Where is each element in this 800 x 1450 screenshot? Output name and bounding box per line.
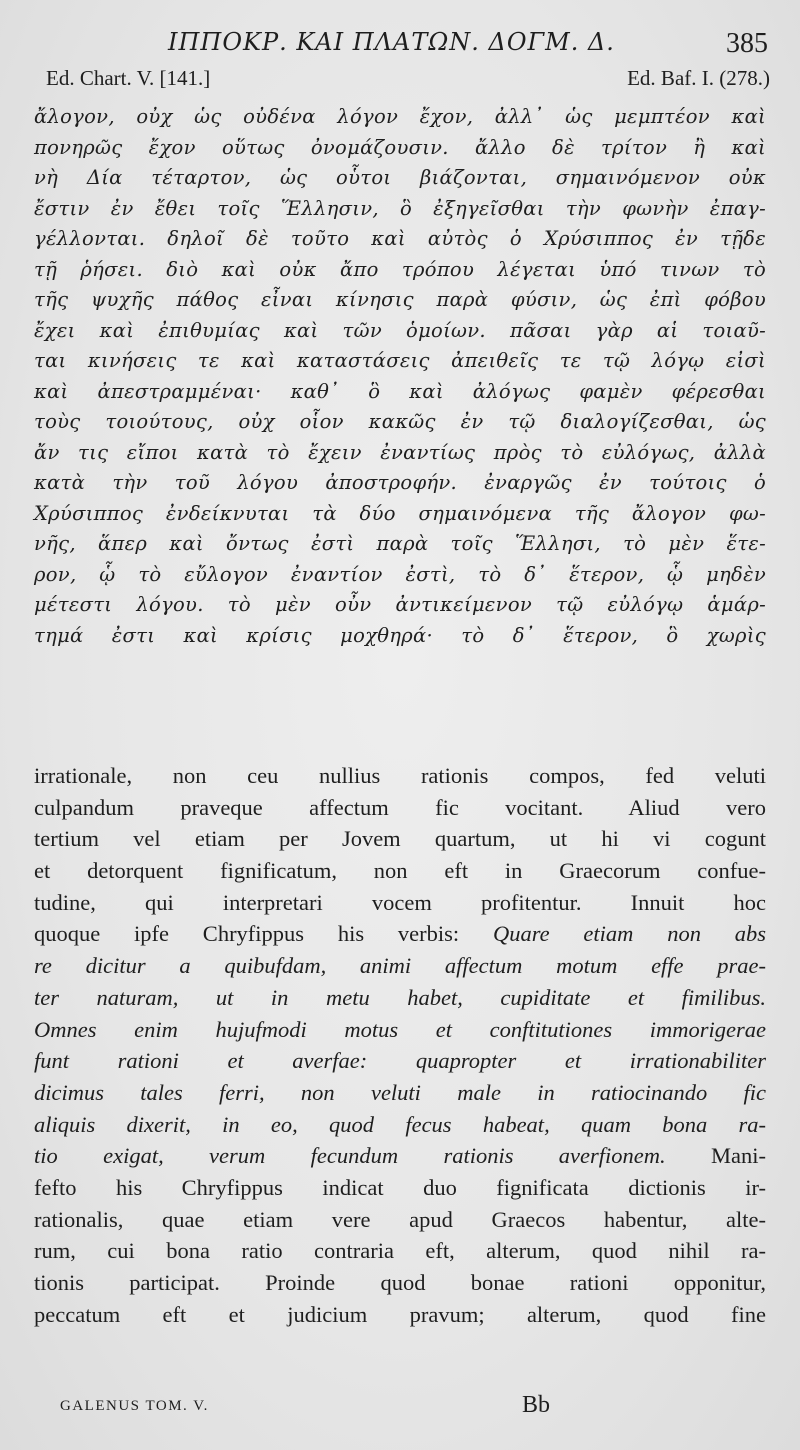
latin-roman-text: quoque ipfe Chryfippus his verbis: <box>34 921 493 947</box>
latin-italic-quotation: funt rationi et averfae: quapropter et irrationabiliter <box>34 1048 766 1074</box>
greek-text-line: ἔχει καὶ ἐπιθυμίας καὶ τῶν ὁμοίων. πᾶσαι γὰρ αἱ τοιαῦ- <box>34 318 766 342</box>
latin-roman-text: fefto his Chryfippus indicat duo fignificata dictionis ir- <box>34 1174 766 1200</box>
latin-text-line <box>34 1172 766 1204</box>
latin-roman-text: rum, cui bona ratio contraria eft, alterum, quod nihil ra- <box>34 1238 766 1264</box>
greek-text-line: πονηρῶς ἔχον οὕτως ὀνομάζουσιν. ἄλλο δὲ τρίτον ἢ καὶ <box>34 135 766 159</box>
latin-roman-text: et detorquent fignificatum, non eft in Graecorum confue- <box>34 858 766 884</box>
greek-text-line: τῆς ψυχῆς πάθος εἶναι κίνησις παρὰ φύσιν, ὡς ἐπὶ φόβου <box>34 288 766 311</box>
greek-text-line: νὴ Δία τέταρτον, ὡς οὗτοι βιάζονται, σημαινόμενον οὐκ <box>34 166 766 189</box>
latin-translation-block <box>34 760 766 1330</box>
running-title: ΙΠΠΟΚΡ. ΚΑΙ ΠΛΑΤΩΝ. ΔΟΓΜ. Δ. <box>168 28 615 56</box>
greek-text-line: ρον, ᾧ τὸ εὔλογον ἐναντίον ἐστὶ, τὸ δ᾽ ἕτερον, ᾧ μηδὲν <box>34 562 766 586</box>
greek-text-line: ται κινήσεις τε καὶ καταστάσεις ἀπειθεῖς τε τῷ λόγῳ εἰσὶ <box>34 349 766 372</box>
latin-roman-text: tionis participat. Proinde quod bonae rationi opponitur, <box>34 1270 766 1295</box>
latin-text-line <box>34 1077 766 1109</box>
latin-text-line <box>34 1299 766 1331</box>
latin-text-line <box>34 1045 766 1077</box>
latin-text-line <box>34 855 766 887</box>
greek-text-block <box>34 102 766 651</box>
greek-text-line: τῇ ῥήσει. διὸ καὶ οὐκ ἄπο τρόπου λέγεται ὑπό τινων τὸ <box>34 257 766 281</box>
volume-line: GALENUS TOM. V. <box>60 1398 209 1414</box>
latin-roman-text: tudine, qui interpretari vocem profitentur. Innuit hoc <box>34 889 766 915</box>
greek-text-line: Χρύσιππος ἐνδείκνυται τὰ δύο σημαινόμενα τῆς ἄλογον φω- <box>34 501 766 525</box>
latin-italic-quotation: aliquis dixerit, in eo, quod fecus habeat, quam bona ra- <box>34 1111 766 1137</box>
latin-text-line <box>34 1204 766 1236</box>
greek-text-line: ἄν τις εἴποι κατὰ τὸ ἔχειν ἐναντίως πρὸς τὸ εὐλόγως, ἀλλὰ <box>34 440 766 464</box>
latin-text-line <box>34 1235 766 1267</box>
latin-text-line <box>34 1014 766 1046</box>
latin-italic-quotation: tio exigat, verum fecundum rationis averfionem. <box>34 1143 666 1169</box>
latin-text-line <box>34 950 766 982</box>
edition-references <box>46 66 770 96</box>
greek-text-line: κατὰ τὴν τοῦ λόγου ἀποστροφήν. ἐναργῶς ἐν τούτοις ὁ <box>34 471 766 494</box>
greek-text-line: ἄλογον, οὐχ ὡς οὐδένα λόγον ἔχον, ἀλλ᾽ ὡς μεμπτέον καὶ <box>34 105 766 128</box>
latin-italic-quotation: re dicitur a quibufdam, animi affectum motum effe prae- <box>34 953 766 979</box>
latin-roman-text: peccatum eft et judicium pravum; alterum, quod fine <box>34 1301 766 1327</box>
greek-text-line: νῆς, ἅπερ καὶ ὄντως ἐστὶ παρὰ τοῖς Ἕλλησι, τὸ μὲν ἕτε- <box>34 532 766 555</box>
latin-text-line <box>34 1109 766 1141</box>
latin-roman-text: culpandum praveque affectum fic vocitant. Aliud vero <box>34 794 766 820</box>
latin-italic-quotation: ter naturam, ut in metu habet, cupiditate et fimilibus. <box>34 984 766 1010</box>
signature-mark: Bb <box>522 1392 551 1418</box>
latin-text-line <box>34 918 766 950</box>
edition-reference-right: Ed. Baf. I. (278.) <box>627 66 770 90</box>
latin-text-line <box>34 823 766 855</box>
greek-text-line: γέλλονται. δηλοῖ δὲ τοῦτο καὶ αὐτὸς ὁ Χρύσιππος ἐν τῇδε <box>34 227 766 250</box>
latin-text-line <box>34 1267 766 1299</box>
latin-italic-quotation: Omnes enim hujufmodi motus et conftitutiones immorigerae <box>34 1016 766 1042</box>
latin-roman-text: rationalis, quae etiam vere apud Graecos habentur, alte- <box>34 1206 766 1232</box>
greek-text-line: καὶ ἀπεστραμμέναι· καθ᾽ ὃ καὶ ἀλόγως φαμὲν φέρεσθαι <box>34 379 766 403</box>
page-footer <box>60 1392 760 1422</box>
running-head <box>0 28 800 64</box>
page-number: 385 <box>726 28 768 59</box>
latin-text-line <box>34 760 766 792</box>
latin-roman-text: irrationale, non ceu nullius rationis compos, fed veluti <box>34 763 766 788</box>
latin-italic-quotation: Quare etiam non abs <box>492 921 766 947</box>
greek-text-line: τοὺς τοιούτους, οὐχ οἷον κακῶς ἐν τῷ διαλογίζεσθαι, ὡς <box>34 410 766 433</box>
latin-text-line <box>34 1140 766 1172</box>
latin-text-line <box>34 887 766 919</box>
greek-text-line: ἔστιν ἐν ἔθει τοῖς Ἕλλησιν, ὃ ἐξηγεῖσθαι τὴν φωνὴν ἐπαγ- <box>34 196 766 220</box>
latin-roman-text: Mani- <box>665 1143 766 1169</box>
edition-reference-left: Ed. Chart. V. [141.] <box>46 66 211 90</box>
latin-italic-quotation: dicimus tales ferri, non veluti male in ratiocinando fic <box>34 1079 766 1105</box>
latin-text-line <box>34 792 766 824</box>
latin-text-line <box>34 982 766 1014</box>
greek-text-line: τημά ἐστι καὶ κρίσις μοχθηρά· τὸ δ᾽ ἕτερον, ὃ χωρὶς <box>34 623 766 647</box>
greek-text-line: μέτεστι λόγου. τὸ μὲν οὖν ἀντικείμενον τῷ εὐλόγῳ ἁμάρ- <box>34 593 766 616</box>
latin-roman-text: tertium vel etiam per Jovem quartum, ut hi vi cogunt <box>34 826 766 852</box>
